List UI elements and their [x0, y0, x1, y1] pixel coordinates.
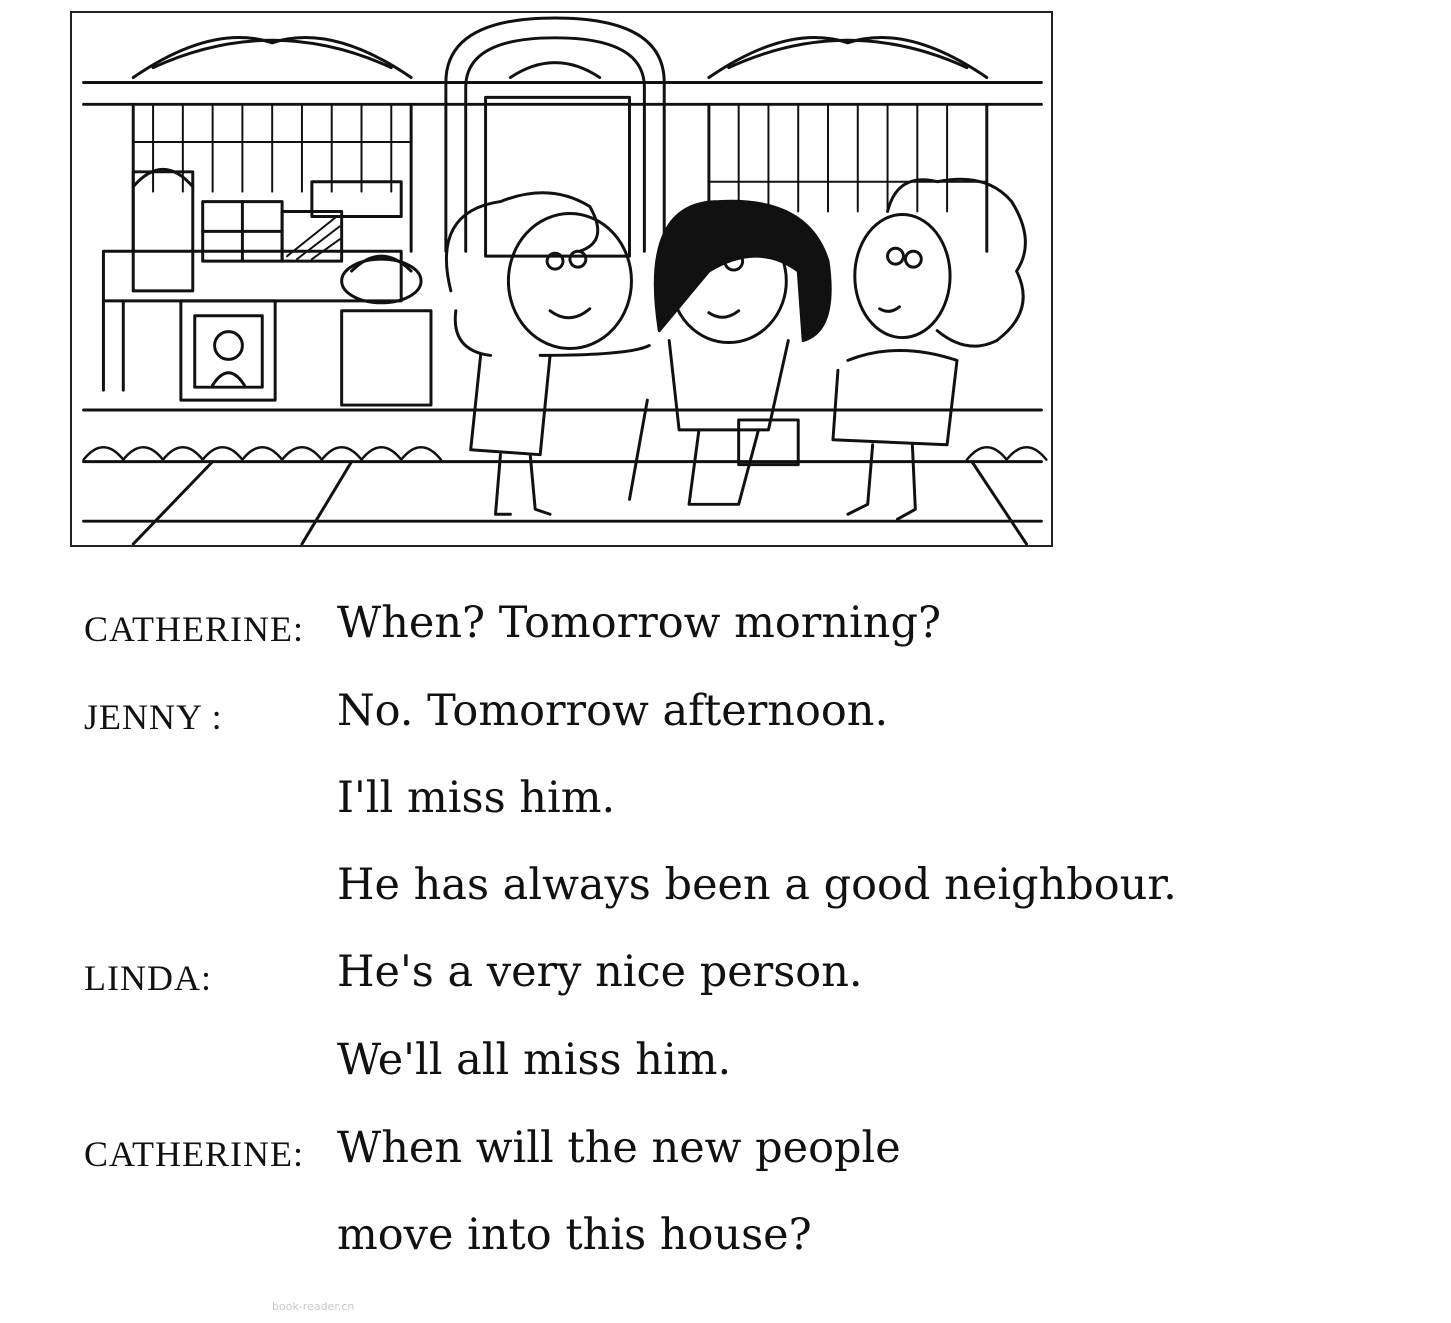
dialogue-line — [0, 598, 1451, 658]
dialogue-line — [0, 1210, 1451, 1270]
speech-text: We'll all miss him. — [337, 1035, 732, 1085]
speech-text: He's a very nice person. — [337, 947, 863, 997]
speaker-label: LINDA: — [84, 958, 212, 998]
dialogue-line — [0, 947, 1451, 1007]
speaker-label: CATHERINE: — [84, 1134, 304, 1174]
speech-text: He has always been a good neighbour. — [337, 860, 1177, 910]
dialogue-line — [0, 1123, 1451, 1183]
speaker-label: CATHERINE: — [84, 609, 304, 649]
street-scene-illustration — [70, 11, 1053, 547]
speaker-label: JENNY : — [84, 697, 223, 737]
speech-text: move into this house? — [337, 1210, 812, 1260]
dialogue-line — [0, 1035, 1451, 1095]
watermark: book-reader.cn — [272, 1300, 355, 1313]
street-scene-drawing — [72, 13, 1051, 545]
speech-text: When? Tomorrow morning? — [337, 598, 942, 648]
dialogue-line — [0, 860, 1451, 920]
speech-text: I'll miss him. — [337, 773, 616, 823]
dialogue-line — [0, 686, 1451, 746]
dialogue-line — [0, 773, 1451, 833]
speech-text: When will the new people — [337, 1123, 901, 1173]
speech-text: No. Tomorrow afternoon. — [337, 686, 889, 736]
